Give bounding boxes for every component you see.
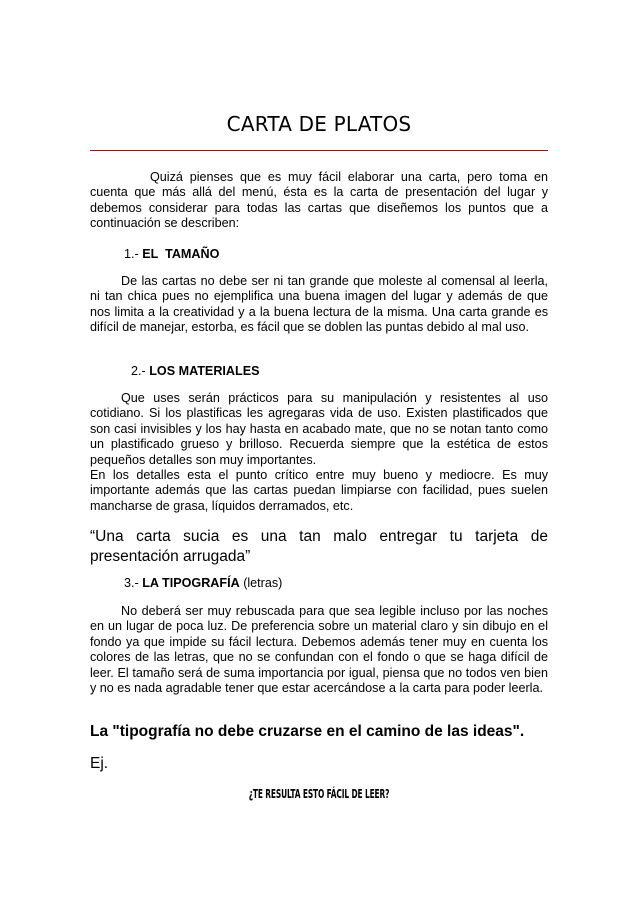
section-2-heading (131, 364, 260, 379)
pull-quote: “Una carta sucia es una tan malo entregar tu tarjeta de presentación arrugada” (90, 528, 548, 565)
section-3-paragraph: No deberá ser muy rebuscada para que sea legible incluso por las noches en un lugar de poca luz. De preferencia sobre un material claro y sin dibujo en el fondo ya que impide su fácil lectura. Debemos además tener muy en cuenta los colores de las letras, que no se confundan con el fondo o que se haga difícil de leer. El tamaño será de suma importancia por igual, piensa que no todos ven bien y no es nada agradable tener que estar acercándose a la carta para poder leerla. (90, 604, 548, 696)
section-2-number: 2.- (131, 364, 146, 378)
section-2-paragraph-2: En los detalles esta el punto crítico entre muy bueno y mediocre. Es muy importante además que las cartas puedan limpiarse con facilidad, pues suelen mancharse de grasa, líquidos derramados, etc. (90, 468, 548, 513)
section-3-number: 3.- (124, 576, 139, 590)
section-2-title: LOS MATERIALES (149, 364, 260, 378)
section-3-heading (124, 576, 282, 591)
section-1-number: 1.- (124, 247, 139, 261)
section-3-title: LA TIPOGRAFÍA (142, 576, 240, 590)
section-1-heading (124, 247, 219, 262)
page-title: CARTA DE PLATOS (226, 112, 412, 136)
example-display-text: ¿TE RESULTA ESTO FÁCIL DE LEER? (248, 787, 390, 801)
section-1-title: EL TAMAÑO (142, 247, 220, 261)
intro-paragraph: Quizá pienses que es muy fácil elaborar una carta, pero toma en cuenta que más allá del menú, ésta es la carta de presentación del lugar y debemos considerar para todas las cartas que diseñemos los puntos que a continuación se describen: (90, 170, 548, 231)
example-label: Ej. (90, 755, 109, 772)
section-3-suffix: (letras) (243, 576, 283, 590)
title-divider (90, 150, 548, 151)
section-1-paragraph: De las cartas no debe ser ni tan grande que moleste al comensal al leerla, ni tan chica pues no ejemplifica una buena imagen del lugar y además de que nos limita a la creatividad y a la buena lectura de la misma. Una carta grande es difícil de manejar, estorba, es fácil que se doblen las puntas debido al mal uso. (90, 274, 548, 335)
section-2-paragraph-1: Que uses serán prácticos para su manipulación y resistentes al uso cotidiano. Si los plastificas les agregaras vida de uso. Existen plastificados que son casi invisibles y los hay hasta en acabado mate, que no se notan tanto como un plastificado grueso y brilloso. Recuerda siempre que la estética de estos pequeños detalles son muy importantes. (90, 391, 548, 467)
typography-quote: La "tipografía no debe cruzarse en el camino de las ideas". (90, 723, 525, 740)
